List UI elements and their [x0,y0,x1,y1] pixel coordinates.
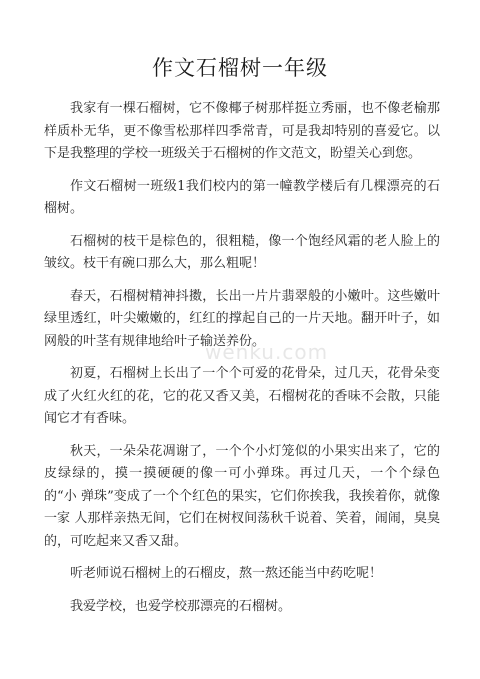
paragraph-2: 作文石榴树一班级1我们校内的第一幢教学楼后有几棵漂亮的石榴树。 [44,178,440,216]
document-body [44,98,440,628]
document-title: 作文石榴树一年级 [152,56,328,80]
paragraph-3: 石榴树的枝干是棕色的，很粗糙，像一个饱经风霜的老人脸上的 皱纹。枝干有碗口那么大，那么粗呢！ [44,233,440,271]
paragraph-5: 初夏，石榴树上长出了一个个可爱的花骨朵，过几天，花骨朵变 成了火红火红的花，它的花又香又美，石榴树花的香味不会散，只能 闻它才有香味。 [44,366,440,426]
paragraph-6: 秋天，一朵朵花凋谢了，一个个小灯笼似的小果实出来了，它的 皮绿绿的，摸一摸硬硬的像一可小弹珠。再过几天，一个个绿色的“小 弹珠”变成了一个个红色的果实，它们你挨我，我挨着你，就像一家 人那样亲热无间，它们在树杈间荡秋千说着、笑着，闹闹，臭臭的，可吃起来又香又甜。 [44,443,440,549]
paragraph-4: 春天，石榴树精神抖擞，长出一片片翡翠般的小嫩叶。这些嫩叶 绿里透红，叶尖嫩嫩的，红红的撑起自己的一片天地。翻开叶子，如 网般的叶茎有规律地给叶子输送养份。 [44,288,440,349]
paragraph-1: 我家有一棵石榴树，它不像椰子树那样挺立秀丽，也不像老榆那 样质朴无华，更不像雪松那样四季常青，可是我却特别的喜爱它。以 下是我整理的学校一班级关于石榴树的作文范文，盼望关心到您。 [44,101,440,161]
paragraph-8: 我爱学校，也爱学校那漂亮的石榴树。 [70,598,292,614]
paragraph-7: 听老师说石榴树上的石榴皮，熬一熬还能当中药吃呢！ [70,566,383,581]
watermark: wenku.com [205,340,329,364]
